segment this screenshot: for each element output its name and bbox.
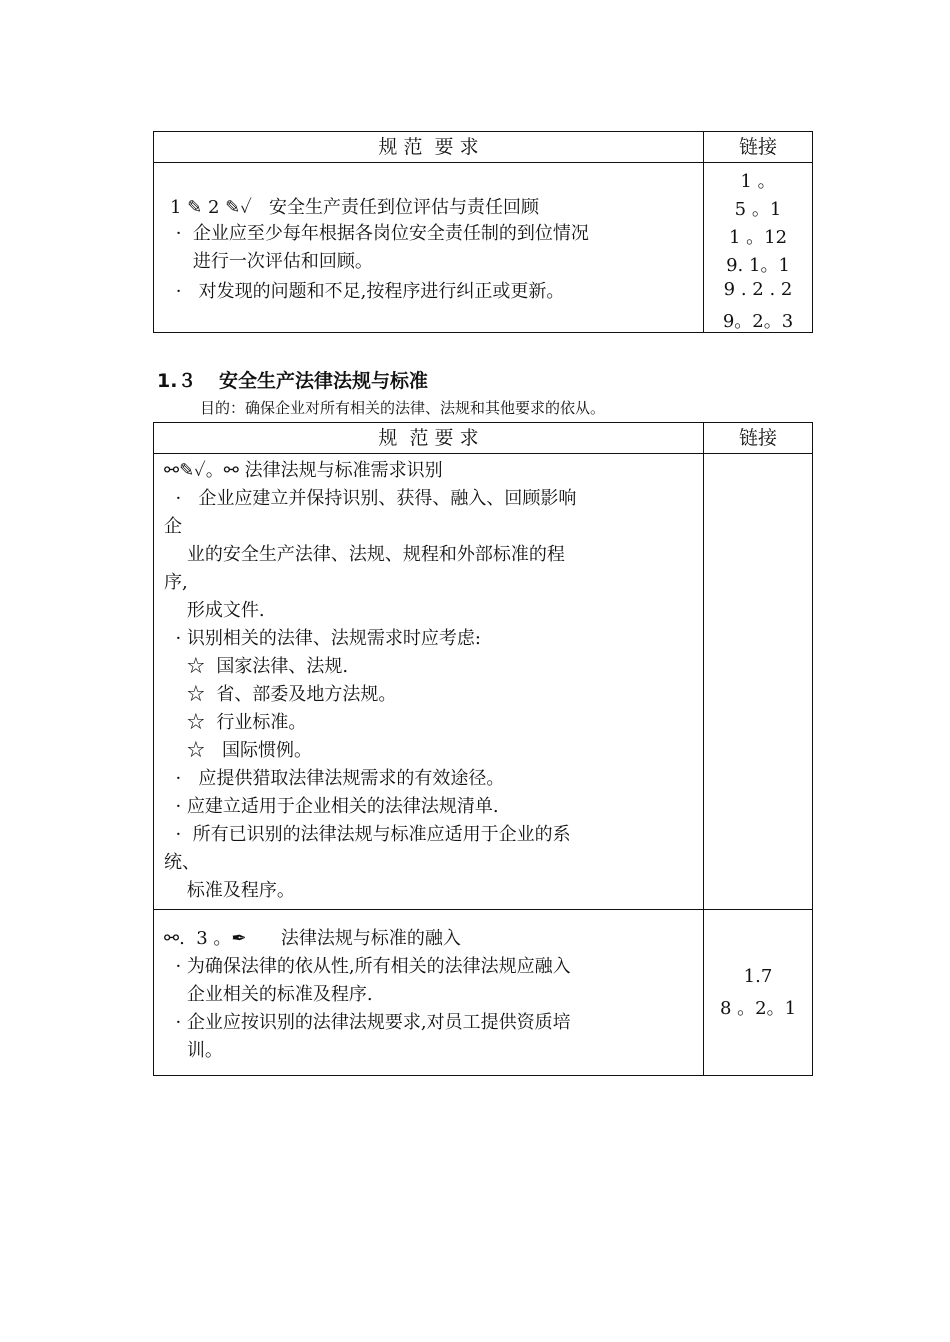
- table2-block1-line: 统、: [164, 852, 200, 873]
- section-number: 1.３: [157, 370, 197, 392]
- table2-header-link: 链接: [704, 423, 813, 454]
- table2-block1-line: ☆ 国际惯例。: [164, 740, 313, 761]
- table1-link: 9。2。3: [722, 311, 794, 332]
- table2-block1-line: ☆ 国家法律、法规.: [164, 656, 349, 677]
- table2-block1-line: ☆ 行业标准。: [164, 712, 307, 733]
- requirements-table-2: [153, 422, 813, 1076]
- table2-block1-line: 形成文件.: [164, 600, 265, 621]
- table2-block2-line: ⚯. 3 。✒ 法律法规与标准的融入: [164, 928, 461, 949]
- table2-link: 8 。2。1: [719, 998, 797, 1019]
- table2-block1-line: 序,: [164, 572, 188, 593]
- table1-header-requirements: 规 范 要 求: [154, 132, 704, 163]
- section-heading: [157, 366, 428, 393]
- table1-link: 1 。: [740, 171, 776, 192]
- table2-block1-line: 标准及程序。: [164, 880, 295, 901]
- table2-block1-cell: [154, 454, 704, 910]
- table2-block2-line: 训。: [164, 1040, 223, 1061]
- section-purpose: 目的：确保企业对所有相关的法律、法规和其他要求的依从。: [200, 399, 606, 417]
- table1-link-cell: [704, 163, 813, 333]
- table2-block1-line: · 企业应建立并保持识别、获得、融入、回顾影响: [164, 488, 577, 509]
- table2-block2-cell: [154, 910, 704, 1076]
- table2-link: 1.7: [743, 966, 773, 987]
- table2-block1-line: · 所有已识别的法律法规与标准应适用于企业的系: [164, 824, 571, 845]
- table2-block1-line: · 识别相关的法律、法规需求时应考虑:: [164, 628, 481, 649]
- table1-req-line: · 企业应至少每年根据各岗位安全责任制的到位情况: [170, 223, 589, 244]
- table1-link: 5 。1: [734, 199, 782, 220]
- table2-block1-line: 业的安全生产法律、法规、规程和外部标准的程: [164, 544, 565, 565]
- requirements-table-1: [153, 131, 813, 333]
- table2-block1-line: ☆ 省、部委及地方法规。: [164, 684, 397, 705]
- table2-block1-line: 企: [164, 516, 182, 537]
- table1-requirement-cell: [154, 163, 704, 333]
- table2-block1-link-cell: [704, 454, 813, 910]
- table2-block1-line: ⚯✎✓。⚯ 法律法规与标准需求识别: [164, 460, 443, 481]
- table2-block2-link-cell: [704, 910, 813, 1076]
- table2-header-requirements: 规 范 要 求: [154, 423, 704, 454]
- table1-req-line: 1 ✎ 2 ✎✓ 安全生产责任到位评估与责任回顾: [170, 197, 540, 218]
- table1-header-link: 链接: [704, 132, 813, 163]
- section-title: 安全生产法律法规与标准: [219, 370, 429, 392]
- table1-req-line: 进行一次评估和回顾。: [170, 251, 373, 272]
- table2-block1-line: · 应提供猎取法律法规需求的有效途径。: [164, 768, 505, 789]
- table2-block2-line: 企业相关的标准及程序.: [164, 984, 373, 1005]
- table2-block2-line: · 为确保法律的依从性,所有相关的法律法规应融入: [164, 956, 571, 977]
- table1-link: 1 。12: [728, 227, 788, 248]
- table2-block2-line: · 企业应按识别的法律法规要求,对员工提供资质培: [164, 1012, 571, 1033]
- table1-link: 9. 1。1: [726, 255, 790, 276]
- table2-block1-line: · 应建立适用于企业相关的法律法规清单.: [164, 796, 499, 817]
- table1-req-line: · 对发现的问题和不足,按程序进行纠正或更新。: [170, 281, 565, 302]
- table1-link: 9 . 2 . 2: [723, 279, 793, 300]
